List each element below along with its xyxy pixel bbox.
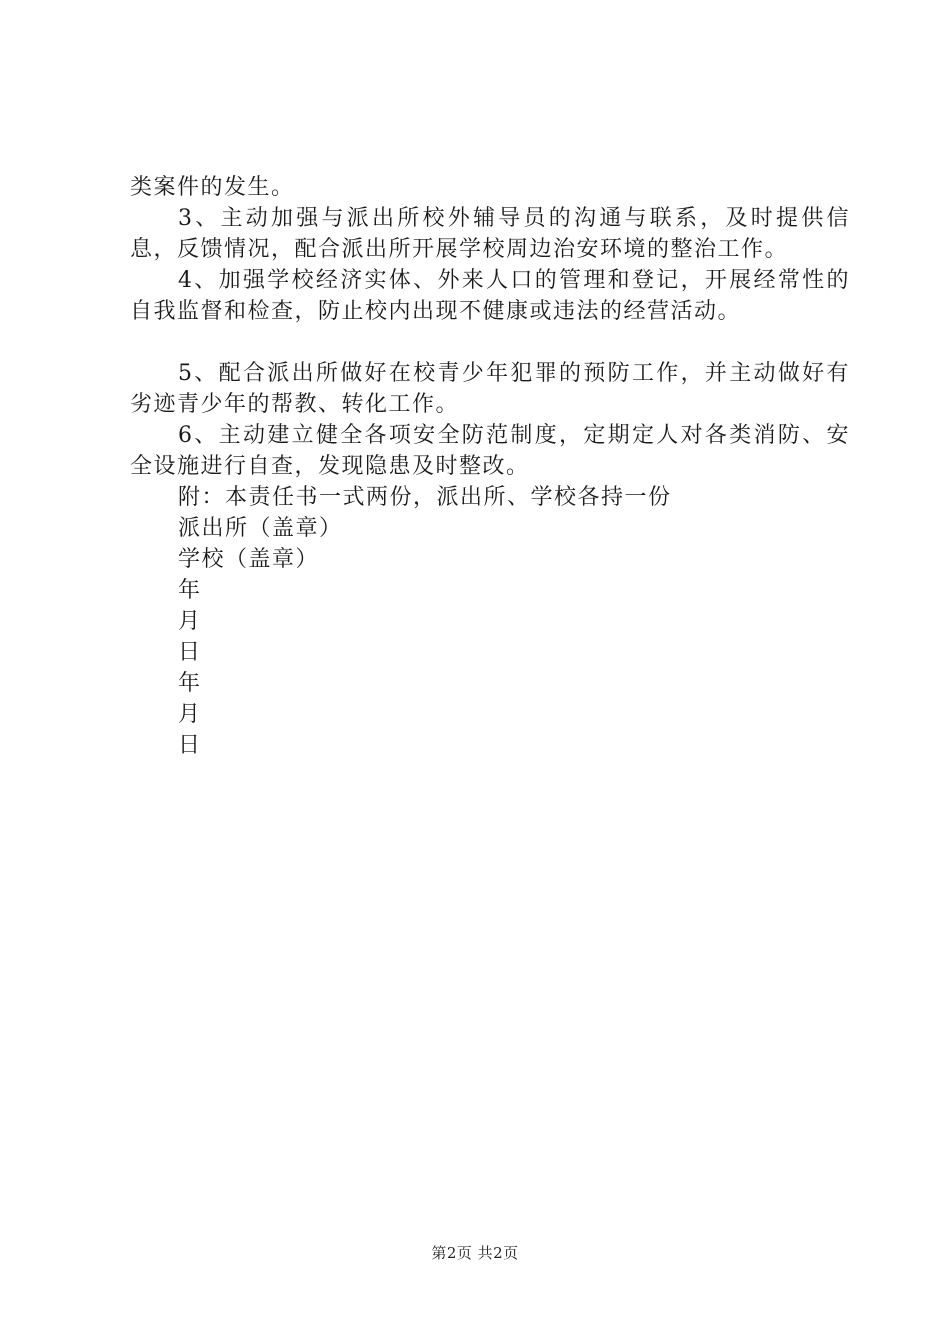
date-month-2: 月 [178,702,202,727]
date-day-1: 日 [178,640,202,665]
document-body [130,172,850,761]
date-month-1: 月 [178,609,202,634]
paragraph-item-6: 6、主动建立健全各项安全防范制度，定期定人对各类消防、安全设施进行自查，发现隐患及时整改。 [130,423,850,479]
date-year-2: 年 [178,671,202,696]
date-day-2: 日 [178,733,202,758]
school-seal: 学校（盖章） [178,547,320,572]
paragraph-item-5: 5、配合派出所做好在校青少年犯罪的预防工作，并主动做好有劣迹青少年的帮教、转化工作。 [130,361,850,417]
paragraph-item-4: 4、加强学校经济实体、外来人口的管理和登记，开展经常性的自我监督和检查，防止校内出现不健康或违法的经营活动。 [130,268,850,324]
date-year-1: 年 [178,578,202,603]
police-station-seal: 派出所（盖章） [178,516,343,541]
paragraph-gap [130,327,850,358]
paragraph-continuation: 类案件的发生。 [130,175,295,200]
page-footer: 第2页 共2页 [431,1244,519,1262]
paragraph-item-3: 3、主动加强与派出所校外辅导员的沟通与联系，及时提供信息，反馈情况，配合派出所开展学校周边治安环境的整治工作。 [130,206,850,262]
attachment-note: 附：本责任书一式两份，派出所、学校各持一份 [178,485,672,510]
